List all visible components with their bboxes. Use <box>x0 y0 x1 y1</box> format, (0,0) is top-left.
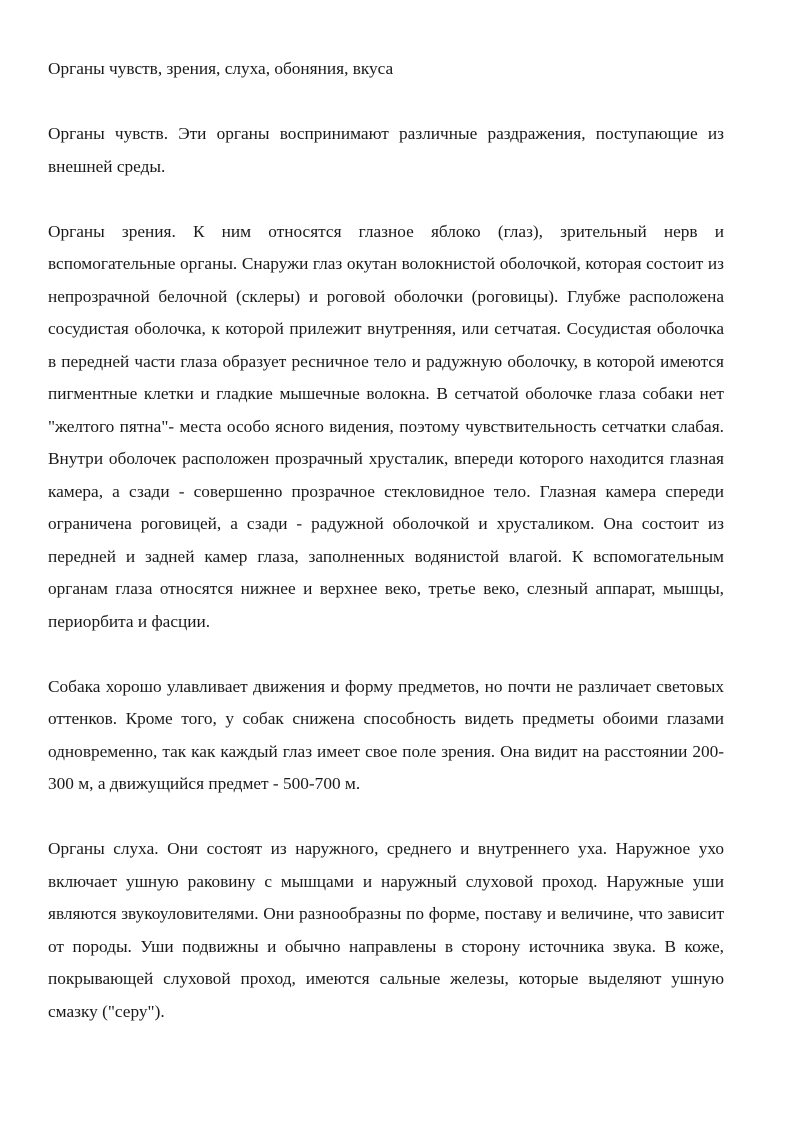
paragraph-dog-vision: Собака хорошо улавливает движения и форму предметов, но почти не различает световых оттенков. Кроме того, у собак снижена способность видеть предметы обоими глазами одновременно, так как каждый глаз имеет свое поле зрения. Она видит на расстоянии 200- 300 м, а движущийся предмет - 500-700 м. <box>48 676 724 793</box>
paragraph-hearing-organs: Органы слуха. Они состоят из наружного, среднего и внутреннего уха. Наружное ухо включает ушную раковину с мышцами и наружный слуховой проход. Наружные уши являются звукоуловителями. Они разнообразны по форме, поставу и величине, что зависит от породы. Уши подвижны и обычно направлены в сторону источника звука. В коже, покрывающей слуховой проход, имеются сальные железы, которые выделяют ушную смазку ("серу"). <box>48 839 724 1021</box>
paragraph-sense-organs: Органы чувств. Эти органы воспринимают различные раздражения, поступающие из внешней среды. <box>48 124 724 176</box>
document-title: Органы чувств, зрения, слуха, обоняния, вкуса <box>48 59 394 78</box>
document-page <box>48 53 724 1061</box>
paragraph-vision-organs: Органы зрения. К ним относятся глазное яблоко (глаз), зрительный нерв и вспомогательные органы. Снаружи глаз окутан волокнистой оболочкой, которая состоит из непрозрачной белочной (склеры) и роговой оболочки (роговицы). Глубже расположена сосудистая оболочка, к которой прилежит внутренняя, или сетчатая. Сосудистая оболочка в передней части глаза образует ресничное тело и радужную оболочку, в которой имеются пигментные клетки и гладкие мышечные волокна. В сетчатой оболочке глаза собаки нет "желтого пятна"- места особо ясного видения, поэтому чувствительность сетчатки слабая. Внутри оболочек расположен прозрачный хрусталик, впереди которого находится глазная камера, а сзади - совершенно прозрачное стекловидное тело. Глазная камера спереди ограничена роговицей, а сзади - радужной оболочкой и хрусталиком. Она состоит из передней и задней камер глаза, заполненных водянистой влагой. К вспомогательным органам глаза относятся нижнее и верхнее веко, третье веко, слезный аппарат, мышцы, периорбита и фасции. <box>48 221 724 631</box>
